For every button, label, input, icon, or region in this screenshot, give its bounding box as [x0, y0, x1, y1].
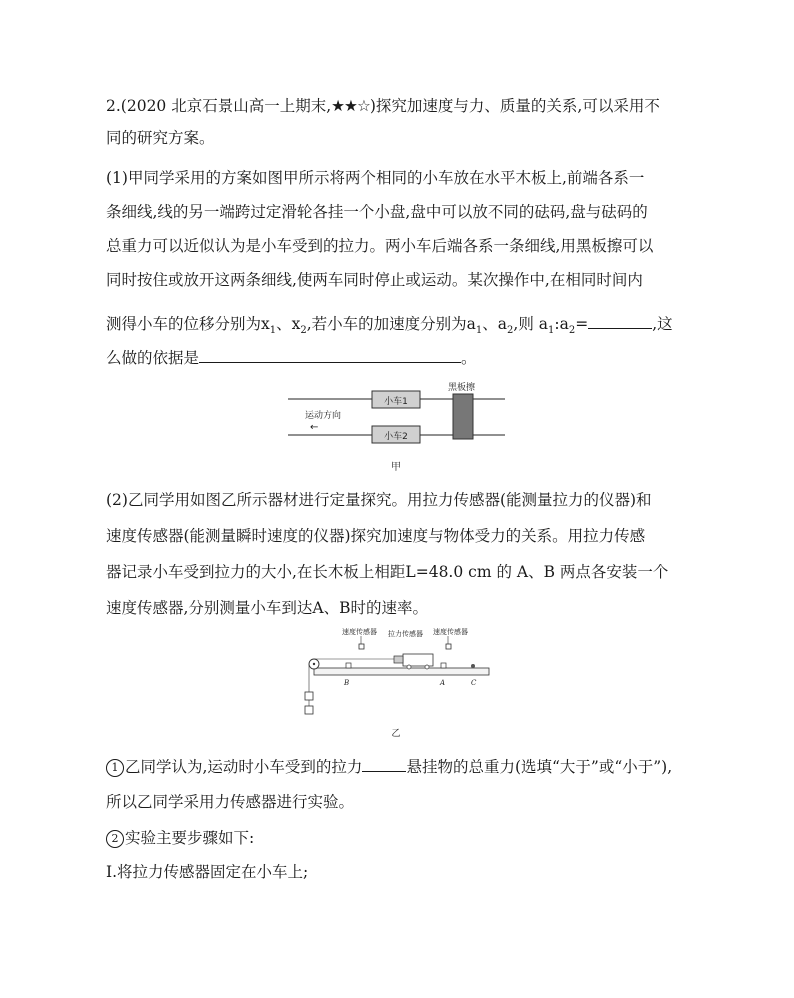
part1-line1: (1)甲同学采用的方案如图甲所示将两个相同的小车放在水平木板上,前端各系一 [106, 169, 645, 187]
figure-yi-caption: 乙 [391, 729, 401, 739]
force-compare-blank[interactable] [362, 756, 406, 772]
part1-line6: 么做的依据是 。 [106, 349, 477, 367]
question-intro-line2: 同的研究方案。 [106, 129, 215, 147]
long-board [314, 668, 489, 675]
eraser-block [453, 394, 473, 439]
part1-line5: 测得小车的位移分别为$x_1$、$x_2$,若小车的加速度分别为$a_1$、$a_2$,则 $a_1:a_2=$ ,这 [106, 315, 673, 337]
direction-label: 运动方向 [305, 411, 342, 421]
subq1-line1: 1 乙同学认为,运动时小车受到的拉力 悬挂物的总重力(选填“大于”或“小于”), [106, 756, 672, 777]
question-number: 2. [106, 97, 121, 115]
subq1-line2: 所以乙同学采用力传感器进行实验。 [106, 793, 355, 811]
part2-line3: 器记录小车受到拉力的大小,在长木板上相距L=48.0 cm 的 A、B 两点各安装一个 [106, 563, 669, 581]
part2-line2: 速度传感器(能测量瞬时速度的仪器)探究加速度与物体受力的关系。用拉力传感 [106, 527, 646, 545]
speed-sensor-left-label: 速度传感器 [342, 628, 377, 636]
part1-line3: 总重力可以近似认为是小车受到的拉力。两小车后端各系一条细线,用黑板擦可以 [106, 237, 654, 255]
figure-jia [280, 380, 520, 475]
ratio-answer-blank[interactable] [588, 313, 652, 329]
point-c-label: C [471, 679, 477, 687]
hanging-weight-1 [305, 692, 313, 700]
difficulty-stars-icon: ★★☆ [331, 97, 370, 115]
direction-arrow-icon: ← [310, 422, 319, 433]
circled-number-2: 2 [106, 830, 124, 848]
step1-line: Ⅰ.将拉力传感器固定在小车上; [106, 863, 309, 881]
car2-label: 小车2 [384, 432, 408, 442]
part2-line1: (2)乙同学用如图乙所示器材进行定量探究。用拉力传感器(能测量拉力的仪器)和 [106, 491, 652, 509]
point-b-label: B [344, 679, 350, 687]
force-sensor-label: 拉力传感器 [388, 630, 423, 638]
question-intro-text: )探究加速度与力、质量的关系,可以采用不 [369, 97, 660, 115]
figure-jia-caption: 甲 [391, 462, 401, 473]
part1-line2: 条细线,线的另一端跨过定滑轮各挂一个小盘,盘中可以放不同的砝码,盘与砝码的 [106, 203, 648, 221]
car1-label: 小车1 [384, 397, 408, 407]
speed-sensor-right-label: 速度传感器 [433, 628, 468, 636]
force-sensor-box [394, 656, 403, 663]
point-a-label: A [440, 679, 446, 687]
circled-number-1: 1 [106, 759, 124, 777]
hanging-weight-2 [305, 706, 313, 714]
subq2-line: 2 实验主要步骤如下: [106, 828, 254, 848]
cart-body [403, 654, 433, 666]
part2-line4: 速度传感器,分别测量小车到达A、B时的速率。 [106, 599, 429, 617]
figure-yi [300, 622, 500, 740]
basis-answer-blank[interactable] [199, 347, 461, 363]
question-intro-line1 [106, 96, 660, 116]
question-source: (2020 北京石景山高一上期末, [120, 97, 332, 115]
part1-line4: 同时按住或放开这两条细线,使两车同时停止或运动。某次操作中,在相同时间内 [106, 271, 643, 289]
eraser-label: 黑板擦 [448, 383, 476, 393]
